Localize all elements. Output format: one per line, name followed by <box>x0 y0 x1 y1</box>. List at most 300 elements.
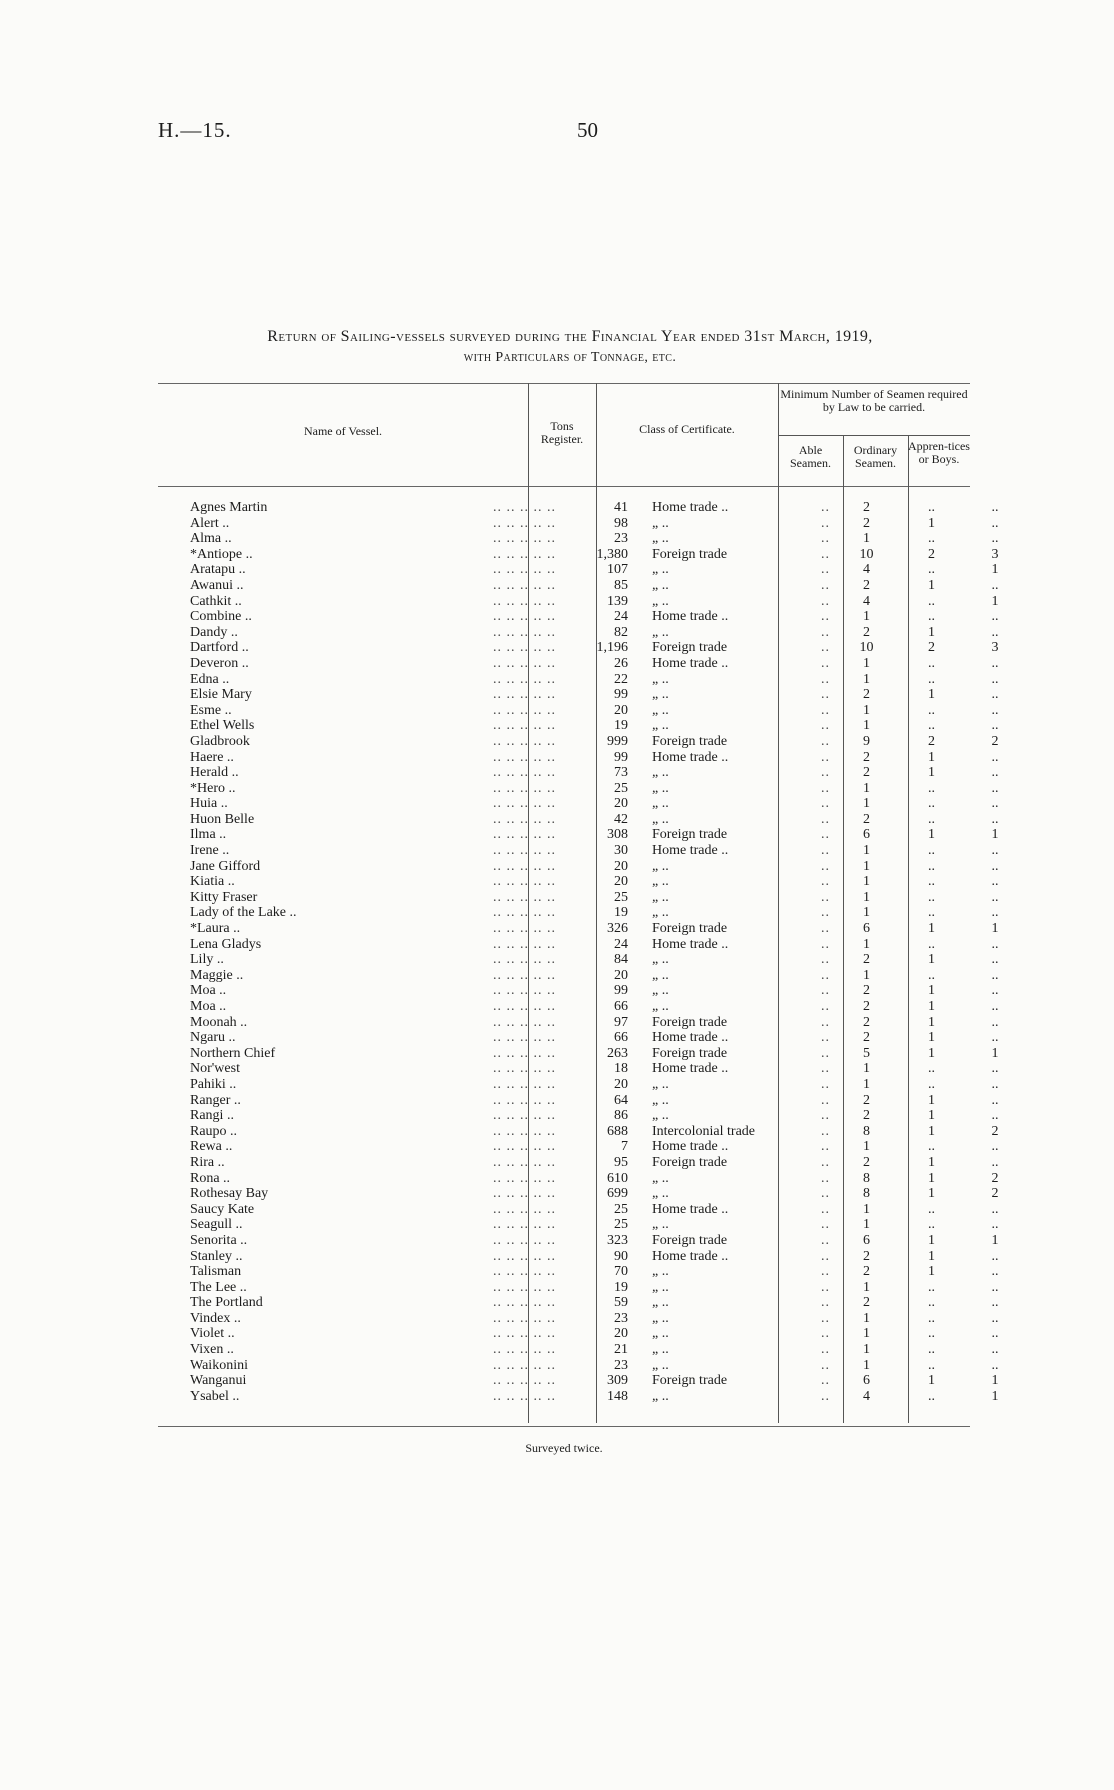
vessel-name-text: Dartford .. <box>190 640 249 656</box>
able-seamen-text: 1 <box>863 889 870 905</box>
vessel-name <box>158 921 560 937</box>
apprentices-text: 1 <box>991 921 999 937</box>
apprentices <box>964 1342 1026 1358</box>
vessel-name-text: Rewa .. <box>190 1139 233 1155</box>
ordinary-seamen-text: .. <box>928 718 935 734</box>
certificate-class <box>646 1233 834 1249</box>
vessel-name <box>158 1186 560 1202</box>
ordinary-seamen-text: .. <box>928 609 935 625</box>
dot-leader: .. .. .. .. .. <box>493 999 556 1014</box>
ordinary-seamen-text: 1 <box>928 1373 935 1389</box>
vessel-name-text: Deveron .. <box>190 655 249 671</box>
vessel-name <box>158 874 560 890</box>
table-row <box>158 562 1026 578</box>
certificate-class <box>646 656 834 672</box>
vessel-name-text: Aratapu .. <box>190 562 246 578</box>
able-seamen <box>834 1295 899 1311</box>
tons-register <box>560 1015 646 1031</box>
apprentices <box>964 547 1026 563</box>
ordinary-seamen-text: 1 <box>928 1014 935 1030</box>
apprentices-text: .. <box>991 1357 999 1373</box>
table-row <box>158 594 1026 610</box>
able-seamen <box>834 750 899 766</box>
vessel-name <box>158 1280 560 1296</box>
able-seamen-text: 10 <box>859 640 874 656</box>
apprentices <box>964 1046 1026 1062</box>
vessel-name-text: Rangi .. <box>190 1108 234 1124</box>
table-row <box>158 905 1026 921</box>
certificate-class <box>646 827 834 843</box>
able-seamen-text: 1 <box>863 905 870 921</box>
certificate-class-text: „ .. <box>652 1092 669 1108</box>
vessel-name-text: Alert .. <box>190 515 230 531</box>
tons-register-text: 73 <box>614 765 628 781</box>
vessel-table <box>158 500 1026 1404</box>
ordinary-seamen-text: .. <box>928 500 935 515</box>
certificate-class <box>646 1202 834 1218</box>
footnote: Surveyed twice. <box>525 1441 603 1455</box>
able-seamen <box>834 1046 899 1062</box>
able-seamen-text: 2 <box>863 515 870 531</box>
vessel-name-text: Edna .. <box>190 671 230 687</box>
apprentices-text: .. <box>991 1295 999 1311</box>
certificate-class-text: Home trade .. <box>652 936 729 952</box>
dot-leader: .. <box>821 1295 830 1311</box>
vessel-name <box>158 500 560 516</box>
tons-register-text: 18 <box>614 1061 628 1077</box>
dot-leader: .. <box>821 624 830 640</box>
ordinary-seamen <box>899 937 964 953</box>
dot-leader: .. <box>821 999 830 1014</box>
table-subtitle: with Particulars of Tonnage, etc. <box>463 350 677 365</box>
dot-leader: .. .. .. .. .. <box>493 702 556 718</box>
apprentices-text: .. <box>991 1014 999 1030</box>
ordinary-seamen-text: 1 <box>928 1264 935 1280</box>
certificate-class-text: Foreign trade <box>652 1045 728 1061</box>
vessel-name <box>158 843 560 859</box>
vessel-name <box>158 625 560 641</box>
able-seamen <box>834 1186 899 1202</box>
tons-register-text: 19 <box>614 905 628 921</box>
vessel-name-text: *Hero .. <box>190 780 236 796</box>
vessel-name <box>158 952 560 968</box>
table-row <box>158 531 1026 547</box>
able-seamen-text: 2 <box>863 983 870 999</box>
able-seamen-text: 1 <box>863 1076 870 1092</box>
tons-register <box>560 765 646 781</box>
certificate-class <box>646 750 834 766</box>
dot-leader: .. <box>821 827 830 843</box>
certificate-class-text: Home trade .. <box>652 1030 729 1046</box>
ordinary-seamen-text: .. <box>928 655 935 671</box>
tons-register <box>560 952 646 968</box>
header-able-seamen: Able Seamen. <box>790 443 831 470</box>
vessel-name-text: Seagull .. <box>190 1217 243 1233</box>
certificate-class-text: „ .. <box>652 1217 669 1233</box>
table-row <box>158 625 1026 641</box>
ordinary-seamen <box>899 672 964 688</box>
dot-leader: .. <box>821 1186 830 1202</box>
tons-register-text: 1,196 <box>596 640 628 656</box>
vessel-name-text: Rona .. <box>190 1170 231 1186</box>
able-seamen-text: 1 <box>863 1139 870 1155</box>
able-seamen-text: 1 <box>863 1061 870 1077</box>
certificate-class <box>646 1093 834 1109</box>
able-seamen <box>834 531 899 547</box>
dot-leader: .. .. .. .. .. <box>493 983 556 999</box>
vessel-name <box>158 1311 560 1327</box>
able-seamen <box>834 1030 899 1046</box>
able-seamen-text: 1 <box>863 936 870 952</box>
tons-register <box>560 1233 646 1249</box>
able-seamen <box>834 594 899 610</box>
able-seamen-text: 6 <box>863 921 870 937</box>
apprentices <box>964 734 1026 750</box>
ordinary-seamen <box>899 1326 964 1342</box>
apprentices <box>964 1264 1026 1280</box>
dot-leader: .. <box>821 640 830 656</box>
table-row <box>158 1015 1026 1031</box>
dot-leader: .. .. .. .. .. <box>493 1154 556 1170</box>
certificate-class-text: „ .. <box>652 858 669 874</box>
apprentices <box>964 843 1026 859</box>
certificate-class <box>646 625 834 641</box>
apprentices-text: .. <box>991 1108 999 1124</box>
dot-leader: .. .. .. .. .. <box>493 780 556 796</box>
tons-register-text: 25 <box>614 780 628 796</box>
ordinary-seamen-text: 1 <box>928 1045 935 1061</box>
tons-register <box>560 1202 646 1218</box>
table-row <box>158 1108 1026 1124</box>
apprentices <box>964 516 1026 532</box>
certificate-class <box>646 1030 834 1046</box>
vessel-name-text: Huia .. <box>190 796 228 812</box>
ordinary-seamen <box>899 718 964 734</box>
able-seamen-text: 1 <box>863 874 870 890</box>
ordinary-seamen <box>899 968 964 984</box>
certificate-class <box>646 1280 834 1296</box>
tons-register <box>560 937 646 953</box>
dot-leader: .. .. .. .. .. <box>493 624 556 640</box>
vessel-name <box>158 1233 560 1249</box>
able-seamen <box>834 1077 899 1093</box>
table-bottom-rule <box>158 1426 970 1427</box>
tons-register <box>560 796 646 812</box>
dot-leader: .. <box>821 577 830 593</box>
certificate-class-text: „ .. <box>652 1076 669 1092</box>
table-row <box>158 1358 1026 1374</box>
dot-leader: .. .. .. .. .. <box>493 874 556 890</box>
able-seamen <box>834 1264 899 1280</box>
apprentices-text: .. <box>991 1279 999 1295</box>
certificate-class-text: „ .. <box>652 562 669 578</box>
tons-register <box>560 859 646 875</box>
vessel-name <box>158 718 560 734</box>
header-minimum-seamen: Minimum Number of Seamen required by Law to be carried. <box>780 387 968 414</box>
apprentices-text: .. <box>991 1310 999 1326</box>
apprentices <box>964 594 1026 610</box>
ordinary-seamen <box>899 1186 964 1202</box>
apprentices <box>964 983 1026 999</box>
vessel-name <box>158 578 560 594</box>
tons-register-text: 20 <box>614 874 628 890</box>
able-seamen <box>834 1389 899 1405</box>
certificate-class-text: „ .. <box>652 1295 669 1311</box>
apprentices-text: 1 <box>991 1232 999 1248</box>
apprentices-text: .. <box>991 609 999 625</box>
vessel-name-text: Combine .. <box>190 609 252 625</box>
vessel-name-text: Ranger .. <box>190 1092 241 1108</box>
tons-register-text: 20 <box>614 967 628 983</box>
tons-register-text: 25 <box>614 1217 628 1233</box>
apprentices <box>964 827 1026 843</box>
vessel-name <box>158 734 560 750</box>
certificate-class <box>646 1015 834 1031</box>
vessel-name <box>158 1171 560 1187</box>
tons-register <box>560 562 646 578</box>
apprentices-text: .. <box>991 655 999 671</box>
tons-register-text: 19 <box>614 718 628 734</box>
able-seamen-text: 1 <box>863 796 870 812</box>
dot-leader: .. .. .. .. .. <box>493 1388 556 1404</box>
ordinary-seamen-text: 1 <box>928 765 935 781</box>
tons-register-text: 98 <box>614 515 628 531</box>
tons-register-text: 84 <box>614 952 628 968</box>
table-row <box>158 1202 1026 1218</box>
dot-leader: .. <box>821 780 830 796</box>
tons-register <box>560 640 646 656</box>
vessel-name-text: Huon Belle <box>190 811 255 827</box>
ordinary-seamen <box>899 703 964 719</box>
tons-register <box>560 687 646 703</box>
ordinary-seamen <box>899 827 964 843</box>
vessel-name <box>158 781 560 797</box>
certificate-class-text: „ .. <box>652 515 669 531</box>
apprentices-text: .. <box>991 577 999 593</box>
apprentices-text: .. <box>991 905 999 921</box>
able-seamen <box>834 1358 899 1374</box>
apprentices-text: .. <box>991 874 999 890</box>
tons-register <box>560 1061 646 1077</box>
able-seamen <box>834 983 899 999</box>
tons-register-text: 59 <box>614 1295 628 1311</box>
vessel-name-text: Moa .. <box>190 999 227 1014</box>
table-row <box>158 750 1026 766</box>
able-seamen-text: 1 <box>863 1201 870 1217</box>
dot-leader: .. .. .. .. .. <box>493 1108 556 1124</box>
certificate-class <box>646 500 834 516</box>
dot-leader: .. .. .. .. .. <box>493 546 556 562</box>
able-seamen <box>834 1233 899 1249</box>
dot-leader: .. .. .. .. .. <box>493 1373 556 1389</box>
vessel-name <box>158 937 560 953</box>
ordinary-seamen-text: 1 <box>928 983 935 999</box>
table-row <box>158 547 1026 563</box>
tons-register <box>560 1030 646 1046</box>
certificate-class-text: „ .. <box>652 702 669 718</box>
table-row <box>158 827 1026 843</box>
apprentices <box>964 1373 1026 1389</box>
header-name-of-vessel: Name of Vessel. <box>303 424 383 438</box>
able-seamen-text: 2 <box>863 1248 870 1264</box>
tons-register <box>560 1295 646 1311</box>
tons-register-text: 20 <box>614 1076 628 1092</box>
apprentices-text: 2 <box>991 733 999 749</box>
ordinary-seamen <box>899 547 964 563</box>
apprentices <box>964 656 1026 672</box>
able-seamen-text: 1 <box>863 1342 870 1358</box>
dot-leader: .. <box>821 562 830 578</box>
ordinary-seamen <box>899 843 964 859</box>
ordinary-seamen <box>899 812 964 828</box>
tons-register-text: 326 <box>607 921 628 937</box>
ordinary-seamen <box>899 609 964 625</box>
apprentices-text: .. <box>991 515 999 531</box>
tons-register <box>560 672 646 688</box>
tons-register-text: 23 <box>614 1310 628 1326</box>
apprentices <box>964 703 1026 719</box>
ordinary-seamen <box>899 1311 964 1327</box>
certificate-class <box>646 1046 834 1062</box>
certificate-class <box>646 687 834 703</box>
apprentices-text: .. <box>991 1248 999 1264</box>
able-seamen <box>834 781 899 797</box>
ordinary-seamen <box>899 1108 964 1124</box>
certificate-class <box>646 734 834 750</box>
certificate-class <box>646 594 834 610</box>
apprentices <box>964 952 1026 968</box>
dot-leader: .. .. .. .. .. <box>493 921 556 937</box>
dot-leader: .. .. .. .. .. <box>493 843 556 859</box>
certificate-class-text: Foreign trade <box>652 827 728 843</box>
certificate-class-text: „ .. <box>652 1310 669 1326</box>
certificate-class <box>646 1326 834 1342</box>
tons-register <box>560 1108 646 1124</box>
apprentices <box>964 812 1026 828</box>
certificate-class-text: „ .. <box>652 577 669 593</box>
dot-leader: .. .. .. .. .. <box>493 1092 556 1108</box>
able-seamen-text: 2 <box>863 749 870 765</box>
tons-register <box>560 1249 646 1265</box>
table-row <box>158 1139 1026 1155</box>
ordinary-seamen <box>899 1280 964 1296</box>
tons-register <box>560 656 646 672</box>
vessel-name <box>158 1061 560 1077</box>
dot-leader: .. .. .. .. .. <box>493 1186 556 1202</box>
certificate-class-text: „ .. <box>652 1357 669 1373</box>
ordinary-seamen-text: 1 <box>928 1108 935 1124</box>
able-seamen <box>834 1124 899 1140</box>
apprentices-text: .. <box>991 1076 999 1092</box>
certificate-class-text: „ .. <box>652 889 669 905</box>
ordinary-seamen-text: .. <box>928 1342 935 1358</box>
certificate-class-text: Foreign trade <box>652 1154 728 1170</box>
vessel-name-text: Elsie Mary <box>190 687 252 703</box>
dot-leader: .. .. .. .. .. <box>493 1139 556 1155</box>
apprentices-text: 1 <box>991 827 999 843</box>
able-seamen <box>834 905 899 921</box>
apprentices-text: .. <box>991 952 999 968</box>
able-seamen <box>834 843 899 859</box>
able-seamen <box>834 1093 899 1109</box>
certificate-class-text: „ .. <box>652 952 669 968</box>
certificate-class <box>646 578 834 594</box>
certificate-class <box>646 1342 834 1358</box>
tons-register-text: 23 <box>614 531 628 547</box>
tons-register-text: 1,380 <box>596 546 628 562</box>
apprentices <box>964 765 1026 781</box>
apprentices <box>964 609 1026 625</box>
table-row <box>158 1264 1026 1280</box>
dot-leader: .. <box>821 765 830 781</box>
dot-leader: .. <box>821 967 830 983</box>
ordinary-seamen <box>899 594 964 610</box>
tons-register-text: 25 <box>614 1201 628 1217</box>
apprentices <box>964 937 1026 953</box>
certificate-class <box>646 983 834 999</box>
certificate-class <box>646 718 834 734</box>
able-seamen <box>834 827 899 843</box>
vessel-table-body <box>158 500 1026 1404</box>
apprentices <box>964 718 1026 734</box>
ordinary-seamen <box>899 952 964 968</box>
apprentices <box>964 1358 1026 1374</box>
certificate-class <box>646 703 834 719</box>
certificate-class-text: „ .. <box>652 1279 669 1295</box>
tons-register <box>560 1139 646 1155</box>
tons-register <box>560 1155 646 1171</box>
apprentices-text: 2 <box>991 1123 999 1139</box>
vessel-name <box>158 1249 560 1265</box>
able-seamen <box>834 625 899 641</box>
certificate-class <box>646 1264 834 1280</box>
certificate-class <box>646 765 834 781</box>
vessel-name <box>158 1124 560 1140</box>
able-seamen-text: 1 <box>863 780 870 796</box>
table-row <box>158 687 1026 703</box>
able-seamen-text: 1 <box>863 609 870 625</box>
able-seamen-text: 2 <box>863 687 870 703</box>
ordinary-seamen-text: 1 <box>928 952 935 968</box>
ordinary-seamen <box>899 1155 964 1171</box>
page-number: 50 <box>577 118 598 142</box>
certificate-class-text: „ .. <box>652 1108 669 1124</box>
ordinary-seamen-text: 1 <box>928 687 935 703</box>
certificate-class-text: Foreign trade <box>652 640 728 656</box>
certificate-class-text: „ .. <box>652 1186 669 1202</box>
header-bottom-rule <box>158 486 970 487</box>
vessel-name-text: The Lee .. <box>190 1279 247 1295</box>
vessel-name <box>158 1264 560 1280</box>
certificate-class <box>646 781 834 797</box>
able-seamen <box>834 1342 899 1358</box>
certificate-class <box>646 1155 834 1171</box>
able-seamen-text: 4 <box>863 562 870 578</box>
dot-leader: .. <box>821 500 830 515</box>
vessel-name <box>158 672 560 688</box>
vessel-name-text: Gladbrook <box>190 733 250 749</box>
tons-register <box>560 1311 646 1327</box>
dot-leader: .. <box>821 983 830 999</box>
ordinary-seamen <box>899 1030 964 1046</box>
certificate-class <box>646 859 834 875</box>
certificate-class-text: „ .. <box>652 624 669 640</box>
able-seamen-text: 2 <box>863 765 870 781</box>
apprentices <box>964 562 1026 578</box>
vessel-name-text: Lady of the Lake .. <box>190 905 297 921</box>
ordinary-seamen <box>899 640 964 656</box>
certificate-class-text: Foreign trade <box>652 1232 728 1248</box>
